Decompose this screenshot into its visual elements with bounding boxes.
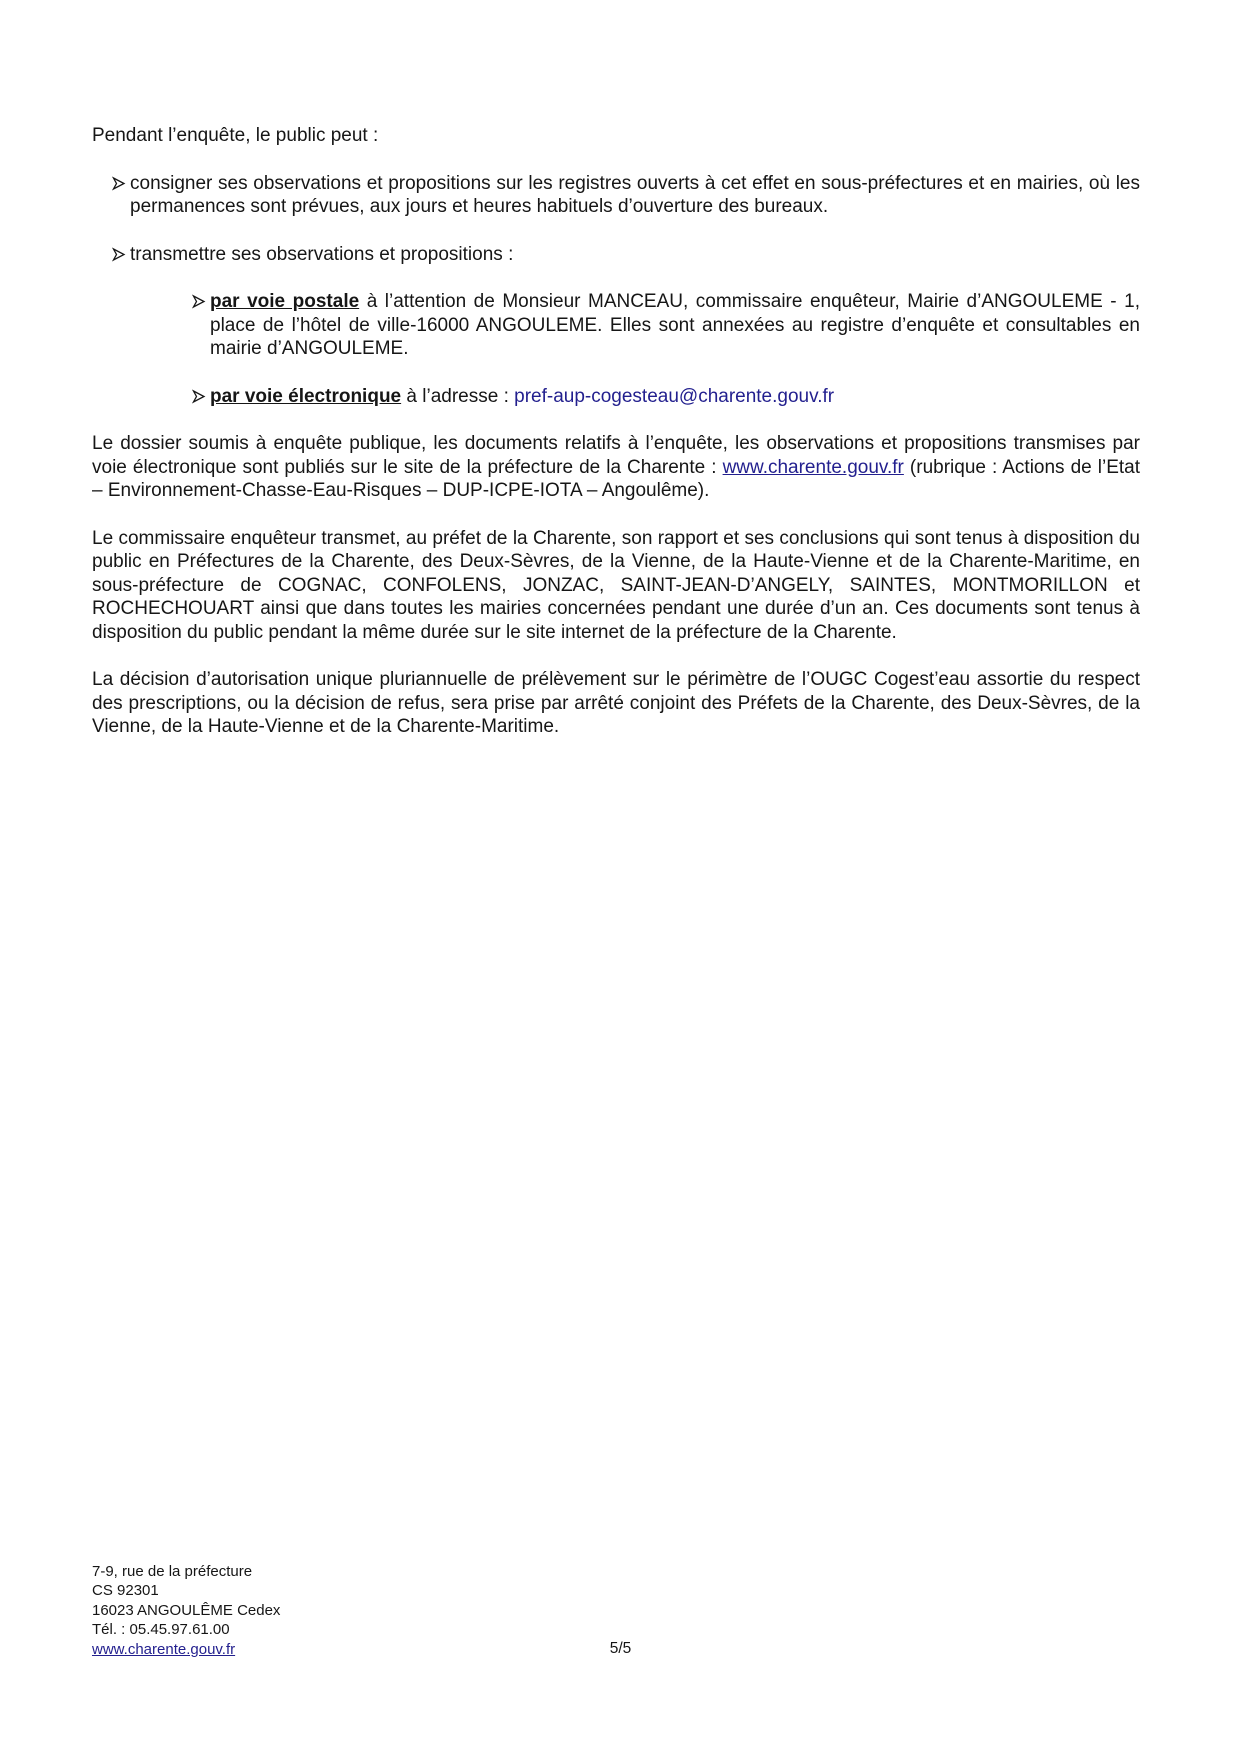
email-link[interactable]: pref-aup-cogesteau@charente.gouv.fr <box>514 385 835 407</box>
footer-website-link[interactable]: www.charente.gouv.fr <box>92 1640 236 1658</box>
paragraph-text: (rubrique : Actions de l’Etat – Environnement-Chasse-Eau-Risques – DUP-ICPE-IOTA – Angoulême). <box>92 456 1140 501</box>
arrow-bullet-icon <box>112 247 126 262</box>
paragraph-commissaire: Le commissaire enquêteur transmet, au préfet de la Charente, son rapport et ses conclusions qui sont tenus à disposition du public en Préfectures de la Charente, des Deux-Sèvres, de la Vienne, de la Haute-Vienne et de la Charente-Maritime, en sous-préfecture de COGNAC, CONFOLENS, JONZAC, SAINT-JEAN-D’ANGELY, SAINTES, MONTMORILLON et ROCHECHOUART ainsi que dans toutes les mairies concernées pendant une durée d’un an. Ces documents sont tenus à disposition du public pendant la même durée sur le site internet de la préfecture de la Charente. <box>92 527 1140 643</box>
footer-address-line-3: 16023 ANGOULÊME Cedex <box>92 1601 281 1619</box>
postal-text: à l’attention de Monsieur MANCEAU, commissaire enquêteur, Mairie d’ANGOULEME - 1, place de l’hôtel de ville-16000 ANGOULEME. Elles sont annexées au registre d’enquête et consultables en mairie d’ANGOULEME. <box>210 291 1140 359</box>
intro-paragraph: Pendant l’enquête, le public peut : <box>92 125 379 146</box>
electronic-text: à l’adresse : <box>401 385 515 407</box>
sub-bullet-electronic <box>92 385 1140 409</box>
document-body <box>92 124 1140 763</box>
postal-lead-label: par voie postale <box>210 291 360 312</box>
arrow-bullet-icon <box>192 294 206 309</box>
footer-address-line-2: CS 92301 <box>92 1582 159 1600</box>
sub-bullet-postal <box>92 290 1140 361</box>
footer-phone: Tél. : 05.45.97.61.00 <box>92 1621 230 1639</box>
arrow-bullet-icon <box>192 389 206 404</box>
page-number: 5/5 <box>609 1640 632 1657</box>
bullet-text: transmettre ses observations et propositions : <box>130 243 514 265</box>
paragraph-decision: La décision d’autorisation unique pluriannuelle de prélèvement sur le périmètre de l’OUGC Cogest’eau assortie du respect des prescriptions, ou la décision de refus, sera prise par arrêté conjoint des Préfets de la Charente, des Deux-Sèvres, de la Vienne, de la Haute-Vienne et de la Charente-Maritime. <box>92 669 1140 737</box>
bullet-item-consigner <box>92 172 1140 219</box>
paragraph-text: Le dossier soumis à enquête publique, les documents relatifs à l’enquête, les observations et propositions transmises par voie électronique sont publiés sur le site de la préfecture de la Charente : <box>92 433 1140 478</box>
website-link[interactable]: www.charente.gouv.fr <box>722 456 904 478</box>
bullet-item-transmettre <box>92 243 1140 267</box>
footer-address-line-1: 7-9, rue de la préfecture <box>92 1563 253 1580</box>
arrow-bullet-icon <box>112 176 126 191</box>
electronic-lead-label: par voie électronique <box>210 385 402 407</box>
bullet-text: consigner ses observations et propositions sur les registres ouverts à cet effet en sous-préfectures et en mairies, où les permanences sont prévues, aux jours et heures habituels d’ouverture des bureaux. <box>130 172 1140 217</box>
paragraph-dossier <box>92 432 1140 503</box>
